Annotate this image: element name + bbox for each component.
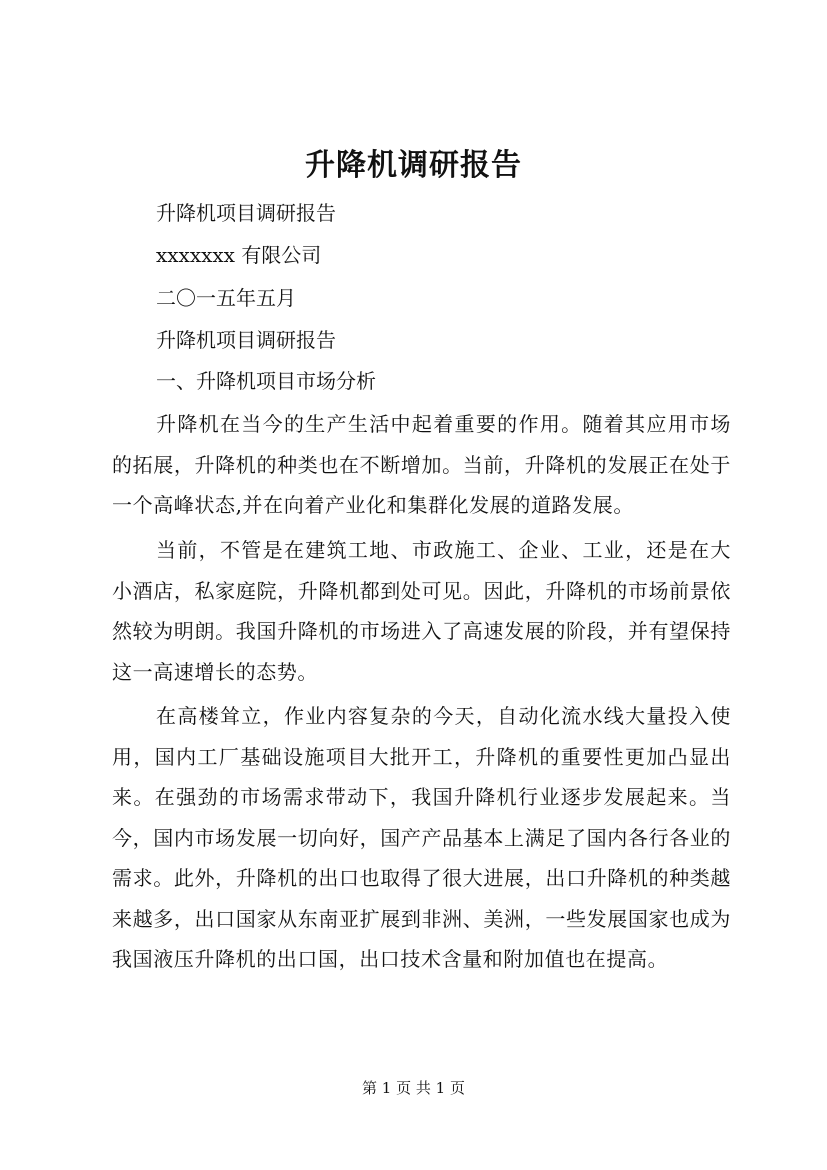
paragraph-3: 在高楼耸立，作业内容复杂的今天，自动化流水线大量投入使用，国内工厂基础设施项目大批开工，升降机的重要性更加凸显出来。在强劲的市场需求带动下，我国升降机行业逐步发展起来。当今，国内市场发展一切向好，国产产品基本上满足了国内各行各业的需求。此外，升降机的出口也取得了很大进展，出口升降机的种类越来越多，出口国家从东南亚扩展到非洲、美洲，一些发展国家也成为我国液压升降机的出口国，出口技术含量和附加值也在提高。 — [112, 704, 731, 971]
page-footer: 第 1 页 共 1 页 — [362, 1079, 465, 1097]
paragraph-1: 升降机在当今的生产生活中起着重要的作用。随着其应用市场的拓展，升降机的种类也在不断增加。当前，升降机的发展正在处于一个高峰状态,并在向着产业化和集群化发展的道路发展。 — [112, 412, 731, 517]
date-line: 二〇一五年五月 — [156, 286, 296, 310]
paragraph-2: 当前，不管是在建筑工地、市政施工、企业、工业，还是在大小酒店，私家庭院，升降机都到处可见。因此，升降机的市场前景依然较为明朗。我国升降机的市场进入了高速发展的阶段，并有望保持这一高速增长的态势。 — [112, 538, 731, 684]
company-line: xxxxxxx 有限公司 — [156, 243, 322, 267]
document-title: 升降机调研报告 — [305, 148, 522, 183]
section-heading: 一、升降机项目市场分析 — [156, 369, 376, 393]
subtitle-line: 升降机项目调研报告 — [156, 201, 336, 225]
report-heading-line: 升降机项目调研报告 — [156, 328, 336, 352]
